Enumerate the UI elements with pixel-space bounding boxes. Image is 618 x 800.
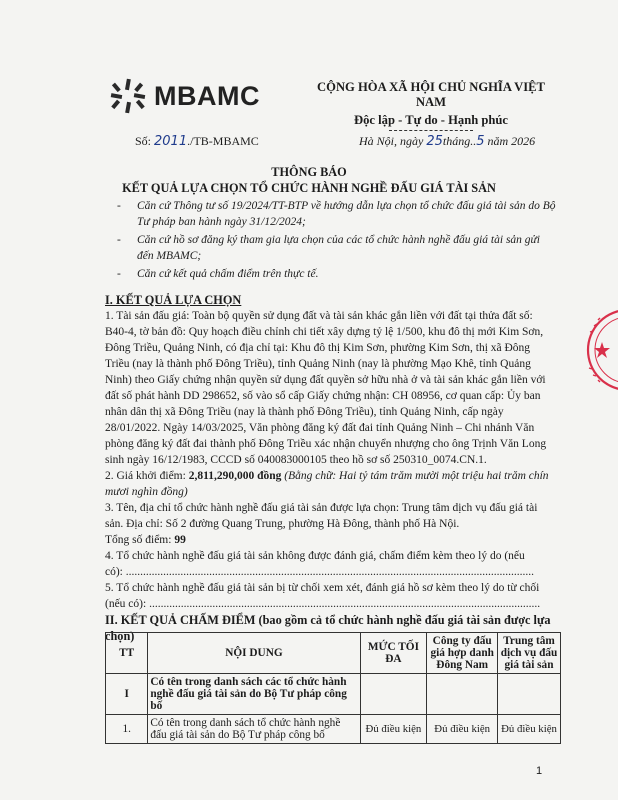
nation-motto: Độc lập - Tự do - Hạnh phúc	[354, 113, 508, 127]
starting-price	[105, 468, 555, 500]
legal-bases-list	[117, 198, 557, 284]
mbamc-logo-icon	[108, 78, 148, 114]
row-org-b: Đủ điều kiện	[498, 715, 561, 744]
table-row	[106, 674, 561, 715]
row-tt: 1.	[106, 715, 148, 744]
doc-no-suffix: ./TB-MBAMC	[187, 134, 259, 148]
legal-basis-item: - Căn cứ hồ sơ đăng ký tham gia lựa chọn của các tổ chức hành nghề đấu giá tài sản gửi đến MBAMC;	[117, 232, 557, 264]
col-header-content: NỘI DUNG	[148, 633, 360, 674]
nation-name: CỘNG HÒA XÃ HỘI CHỦ NGHĨA VIỆT NAM	[317, 80, 545, 109]
notice-title: THÔNG BÁO	[271, 165, 347, 179]
document-number	[135, 134, 259, 149]
motto-underline	[389, 130, 473, 131]
rejected-orgs: 5. Tổ chức hành nghề đấu giá tài sản bị từ chối xem xét, đánh giá hồ sơ kèm theo lý do từ chối	[105, 582, 540, 594]
col-header-max: MỨC TỐI ĐA	[360, 633, 427, 674]
page-number: 1	[536, 765, 543, 777]
selected-organization: 3. Tên, địa chỉ tổ chức hành nghề đấu giá tài sản được lựa chọn: Trung tâm dịch vụ đấu giá tài sản. Địa chỉ: Số 2 đường Quang Trung, phường Hà Đông, thành phố Hà Nội.	[105, 502, 538, 530]
row-max	[360, 674, 427, 715]
legal-basis-item: - Căn cứ Thông tư số 19/2024/TT-BTP về hướng dẫn lựa chọn tổ chức đấu giá tài sản do Bộ Tư pháp ban hành ngày 31/12/2024;	[117, 198, 557, 230]
document-date	[359, 134, 535, 149]
starting-price-value: 2,811,290,000 đồng	[188, 470, 282, 482]
asset-description: 1. Tài sản đấu giá: Toàn bộ quyền sử dụng đất và tài sản khác gắn liền với đất tại thửa đất số: B40-4, tờ bản đồ: Quy hoạch điều chỉnh chi tiết xây dựng tỷ lệ 1/500, khu đô thị mới Kim Sơn, Đông Triều, Quảng Ninh, có địa chỉ tại: Khu đô thị Kim Sơn, phường Kim Sơn, thị xã Đông Triều (nay là thành phố Đông Triều), tỉnh Quảng Ninh (nay là phường Mạo Khê, tỉnh Quảng Ninh) theo Giấy chứng nhận quyền sử dụng đất quyền sở hữu nhà ở và tài sản khác gắn liền với đất số phát hành DD 298652, số vào sổ cấp Giấy chứng nhận: CH 08956, cơ quan cấp: Ủy ban nhân dân thị xã Đông Triều (nay là thành phố Đông Triều), tỉnh Quảng Ninh, cấp ngày 28/01/2022. Ngày 14/03/2025, Văn phòng đăng ký đất đai tỉnh Quảng Ninh – Chi nhánh Văn phòng đăng ký đất đai thành phố Đông Triều xác nhận chuyển nhượng cho ông Trịnh Văn Long sinh ngày 16/12/1983, CCCD số 040083000105 theo hồ sơ số 250310_0074.CN.1.	[105, 310, 547, 466]
total-score-value: 99	[174, 534, 186, 546]
date-suffix: năm 2026	[484, 134, 536, 148]
col-header-org-b: Trung tâm dịch vụ đấu giá tài sản	[498, 633, 561, 674]
logo-text: MBAMC	[154, 80, 260, 111]
starting-price-words: (Bằng chữ: Hai tỷ tám trăm mười một triệu hai trăm chín mươi nghìn đồng)	[105, 470, 549, 498]
row-org-a	[427, 674, 498, 715]
row-tt: I	[106, 674, 148, 715]
date-month-handwritten: 5	[476, 134, 485, 149]
scoring-table	[105, 632, 561, 744]
row-content: Có tên trong danh sách các tổ chức hành nghề đấu giá tài sản do Bộ Tư pháp công bố	[148, 674, 360, 715]
row-content: Có tên trong danh sách tổ chức hành nghề đấu giá tài sản do Bộ Tư pháp công bố	[148, 715, 360, 744]
doc-no-prefix: Số:	[135, 134, 155, 148]
date-mid: tháng..	[442, 134, 477, 148]
red-seal-stamp	[580, 300, 618, 400]
doc-no-handwritten: 2011	[154, 134, 188, 149]
date-prefix: Hà Nội, ngày	[359, 134, 427, 148]
table-header-row	[106, 633, 561, 674]
company-logo	[108, 78, 260, 114]
section-1-title: I. KẾT QUẢ LỰA CHỌN	[105, 293, 242, 307]
rejected-orgs-dots: (nếu có): ........................................................................................................................................	[105, 598, 541, 610]
legal-basis-item: - Căn cứ kết quả chấm điểm trên thực tế.	[117, 266, 557, 282]
row-org-b	[498, 674, 561, 715]
total-score	[105, 532, 555, 548]
col-header-tt: TT	[106, 633, 148, 674]
starting-price-label: 2. Giá khởi điểm:	[105, 470, 189, 482]
unevaluated-orgs-dots: có): ..............................................................................................................................................	[105, 566, 535, 578]
row-org-a: Đủ điều kiện	[427, 715, 498, 744]
unevaluated-orgs: 4. Tổ chức hành nghề đấu giá tài sản không được đánh giá, chấm điểm kèm theo lý do (nếu	[105, 550, 525, 562]
row-max: Đủ điều kiện	[360, 715, 427, 744]
section-2-title: II. KẾT QUẢ CHẤM ĐIỂM (bao gồm cả tổ chức hành nghề đấu giá tài sản được lựa chọn)	[105, 613, 551, 643]
table-row	[106, 715, 561, 744]
notice-subtitle: KẾT QUẢ LỰA CHỌN TỔ CHỨC HÀNH NGHỀ ĐẤU GIÁ TÀI SẢN	[122, 181, 496, 195]
notice-body	[105, 292, 555, 644]
date-day-handwritten: 25	[426, 134, 443, 149]
national-motto	[316, 80, 546, 131]
col-header-org-a: Công ty đấu giá hợp danh Đông Nam	[427, 633, 498, 674]
total-score-label: Tổng số điểm:	[105, 534, 175, 546]
